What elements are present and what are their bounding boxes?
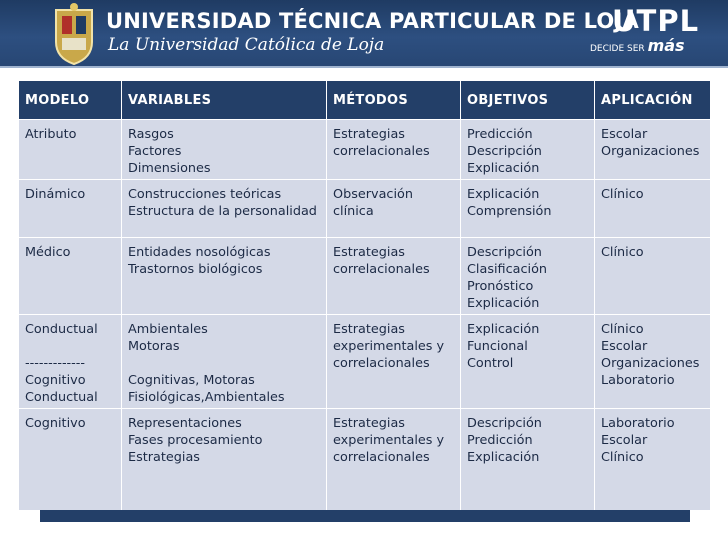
cell-line: Clínico (601, 450, 644, 465)
cell-line: Clínico (601, 187, 644, 202)
header-variables: VARIABLES (122, 81, 327, 120)
cell-aplicacion (595, 120, 711, 180)
table-row (19, 180, 711, 238)
cell-modelo (19, 409, 122, 511)
cell-metodos (327, 315, 461, 409)
cell-line: Descripción (467, 144, 542, 159)
header-aplicacion: APLICACIÓN (595, 81, 711, 120)
cell-line: Cognitivo (25, 373, 86, 388)
university-subtitle: La Universidad Católica de Loja (108, 35, 385, 55)
cell-line: Organizaciones (601, 144, 700, 159)
cell-line: Estrategias correlacionales (333, 127, 430, 159)
cell-line: Estrategias experimentales y correlacionales (333, 416, 445, 465)
cell-objetivos (461, 120, 595, 180)
header-metodos: MÉTODOS (327, 81, 461, 120)
cell-objetivos (461, 180, 595, 238)
cell-metodos (327, 180, 461, 238)
cell-line: Comprensión (467, 204, 552, 219)
cell-line: Dimensiones (128, 161, 211, 176)
cell-line: Fisiológicas,Ambientales (128, 390, 285, 405)
cell-line: Escolar (601, 433, 648, 448)
cell-line: Explicación (467, 187, 540, 202)
cell-line: Control (467, 356, 514, 371)
cell-line: Laboratorio (601, 416, 675, 431)
cell-line: Observación clínica (333, 187, 413, 219)
cell-line (128, 355, 320, 372)
cell-variables (122, 238, 327, 315)
cell-variables (122, 120, 327, 180)
cell-line: Pronóstico (467, 279, 534, 294)
cell-line: ------------- (25, 356, 86, 371)
cell-line: Ambientales (128, 322, 208, 337)
cell-line: Construcciones teóricas (128, 187, 282, 202)
tagline-big: más (647, 36, 685, 55)
header-modelo: MODELO (19, 81, 122, 120)
brand-logo-text: UTPL (612, 4, 700, 38)
cell-line: Explicación (467, 450, 540, 465)
cell-aplicacion (595, 409, 711, 511)
cell-line (25, 338, 115, 355)
tagline-small: DECIDE SER (590, 44, 645, 54)
cell-variables (122, 409, 327, 511)
table-row (19, 238, 711, 315)
cell-variables (122, 180, 327, 238)
cell-aplicacion (595, 238, 711, 315)
cell-line: Médico (25, 245, 71, 260)
university-title: UNIVERSIDAD TÉCNICA PARTICULAR DE LOJA (106, 9, 639, 33)
table-header-row (19, 81, 711, 120)
cell-line: Escolar (601, 339, 648, 354)
cell-line: Explicación (467, 322, 540, 337)
cell-objetivos (461, 238, 595, 315)
table-row (19, 120, 711, 180)
cell-line: Descripción (467, 416, 542, 431)
cell-line: Estructura de la personalidad (128, 204, 317, 219)
cell-line: Entidades nosológicas (128, 245, 271, 260)
cell-line: Fases procesamiento (128, 433, 263, 448)
table-row (19, 409, 711, 511)
cell-line: Cognitivo (25, 416, 86, 431)
cell-metodos (327, 120, 461, 180)
cell-line: Trastornos biológicos (128, 262, 263, 277)
cell-metodos (327, 238, 461, 315)
cell-metodos (327, 409, 461, 511)
cell-line: Explicación (467, 161, 540, 176)
cell-line: Motoras (128, 339, 180, 354)
cell-line: Escolar (601, 127, 648, 142)
cell-line: Atributo (25, 127, 77, 142)
cell-line: Representaciones (128, 416, 242, 431)
header-banner (0, 0, 728, 68)
cell-modelo (19, 315, 122, 409)
brand-tagline (590, 36, 685, 55)
footer-bar (40, 510, 690, 522)
models-table-container (18, 80, 710, 511)
cell-modelo (19, 238, 122, 315)
banner-stripe (0, 66, 728, 68)
cell-variables (122, 315, 327, 409)
university-crest-icon (50, 2, 98, 66)
cell-line: Estrategias correlacionales (333, 245, 430, 277)
cell-line: Dinámico (25, 187, 86, 202)
cell-line: Conductual (25, 390, 98, 405)
cell-objetivos (461, 409, 595, 511)
cell-aplicacion (595, 315, 711, 409)
cell-line: Predicción (467, 127, 533, 142)
cell-line: Laboratorio (601, 373, 675, 388)
cell-line: Organizaciones (601, 356, 700, 371)
cell-line: Estrategias (128, 450, 200, 465)
cell-line: Clínico (601, 245, 644, 260)
cell-line: Cognitivas, Motoras (128, 373, 255, 388)
cell-line: Predicción (467, 433, 533, 448)
cell-aplicacion (595, 180, 711, 238)
cell-line: Clasificación (467, 262, 548, 277)
cell-line: Estrategias experimentales y correlacionales (333, 322, 445, 371)
cell-line: Funcional (467, 339, 528, 354)
cell-line: Explicación (467, 296, 540, 311)
cell-line: Rasgos (128, 127, 174, 142)
cell-modelo (19, 180, 122, 238)
cell-line: Factores (128, 144, 182, 159)
cell-objetivos (461, 315, 595, 409)
models-table (18, 80, 711, 511)
table-row (19, 315, 711, 409)
cell-line: Conductual (25, 322, 98, 337)
cell-line: Descripción (467, 245, 542, 260)
cell-line: Clínico (601, 322, 644, 337)
cell-modelo (19, 120, 122, 180)
header-objetivos: OBJETIVOS (461, 81, 595, 120)
